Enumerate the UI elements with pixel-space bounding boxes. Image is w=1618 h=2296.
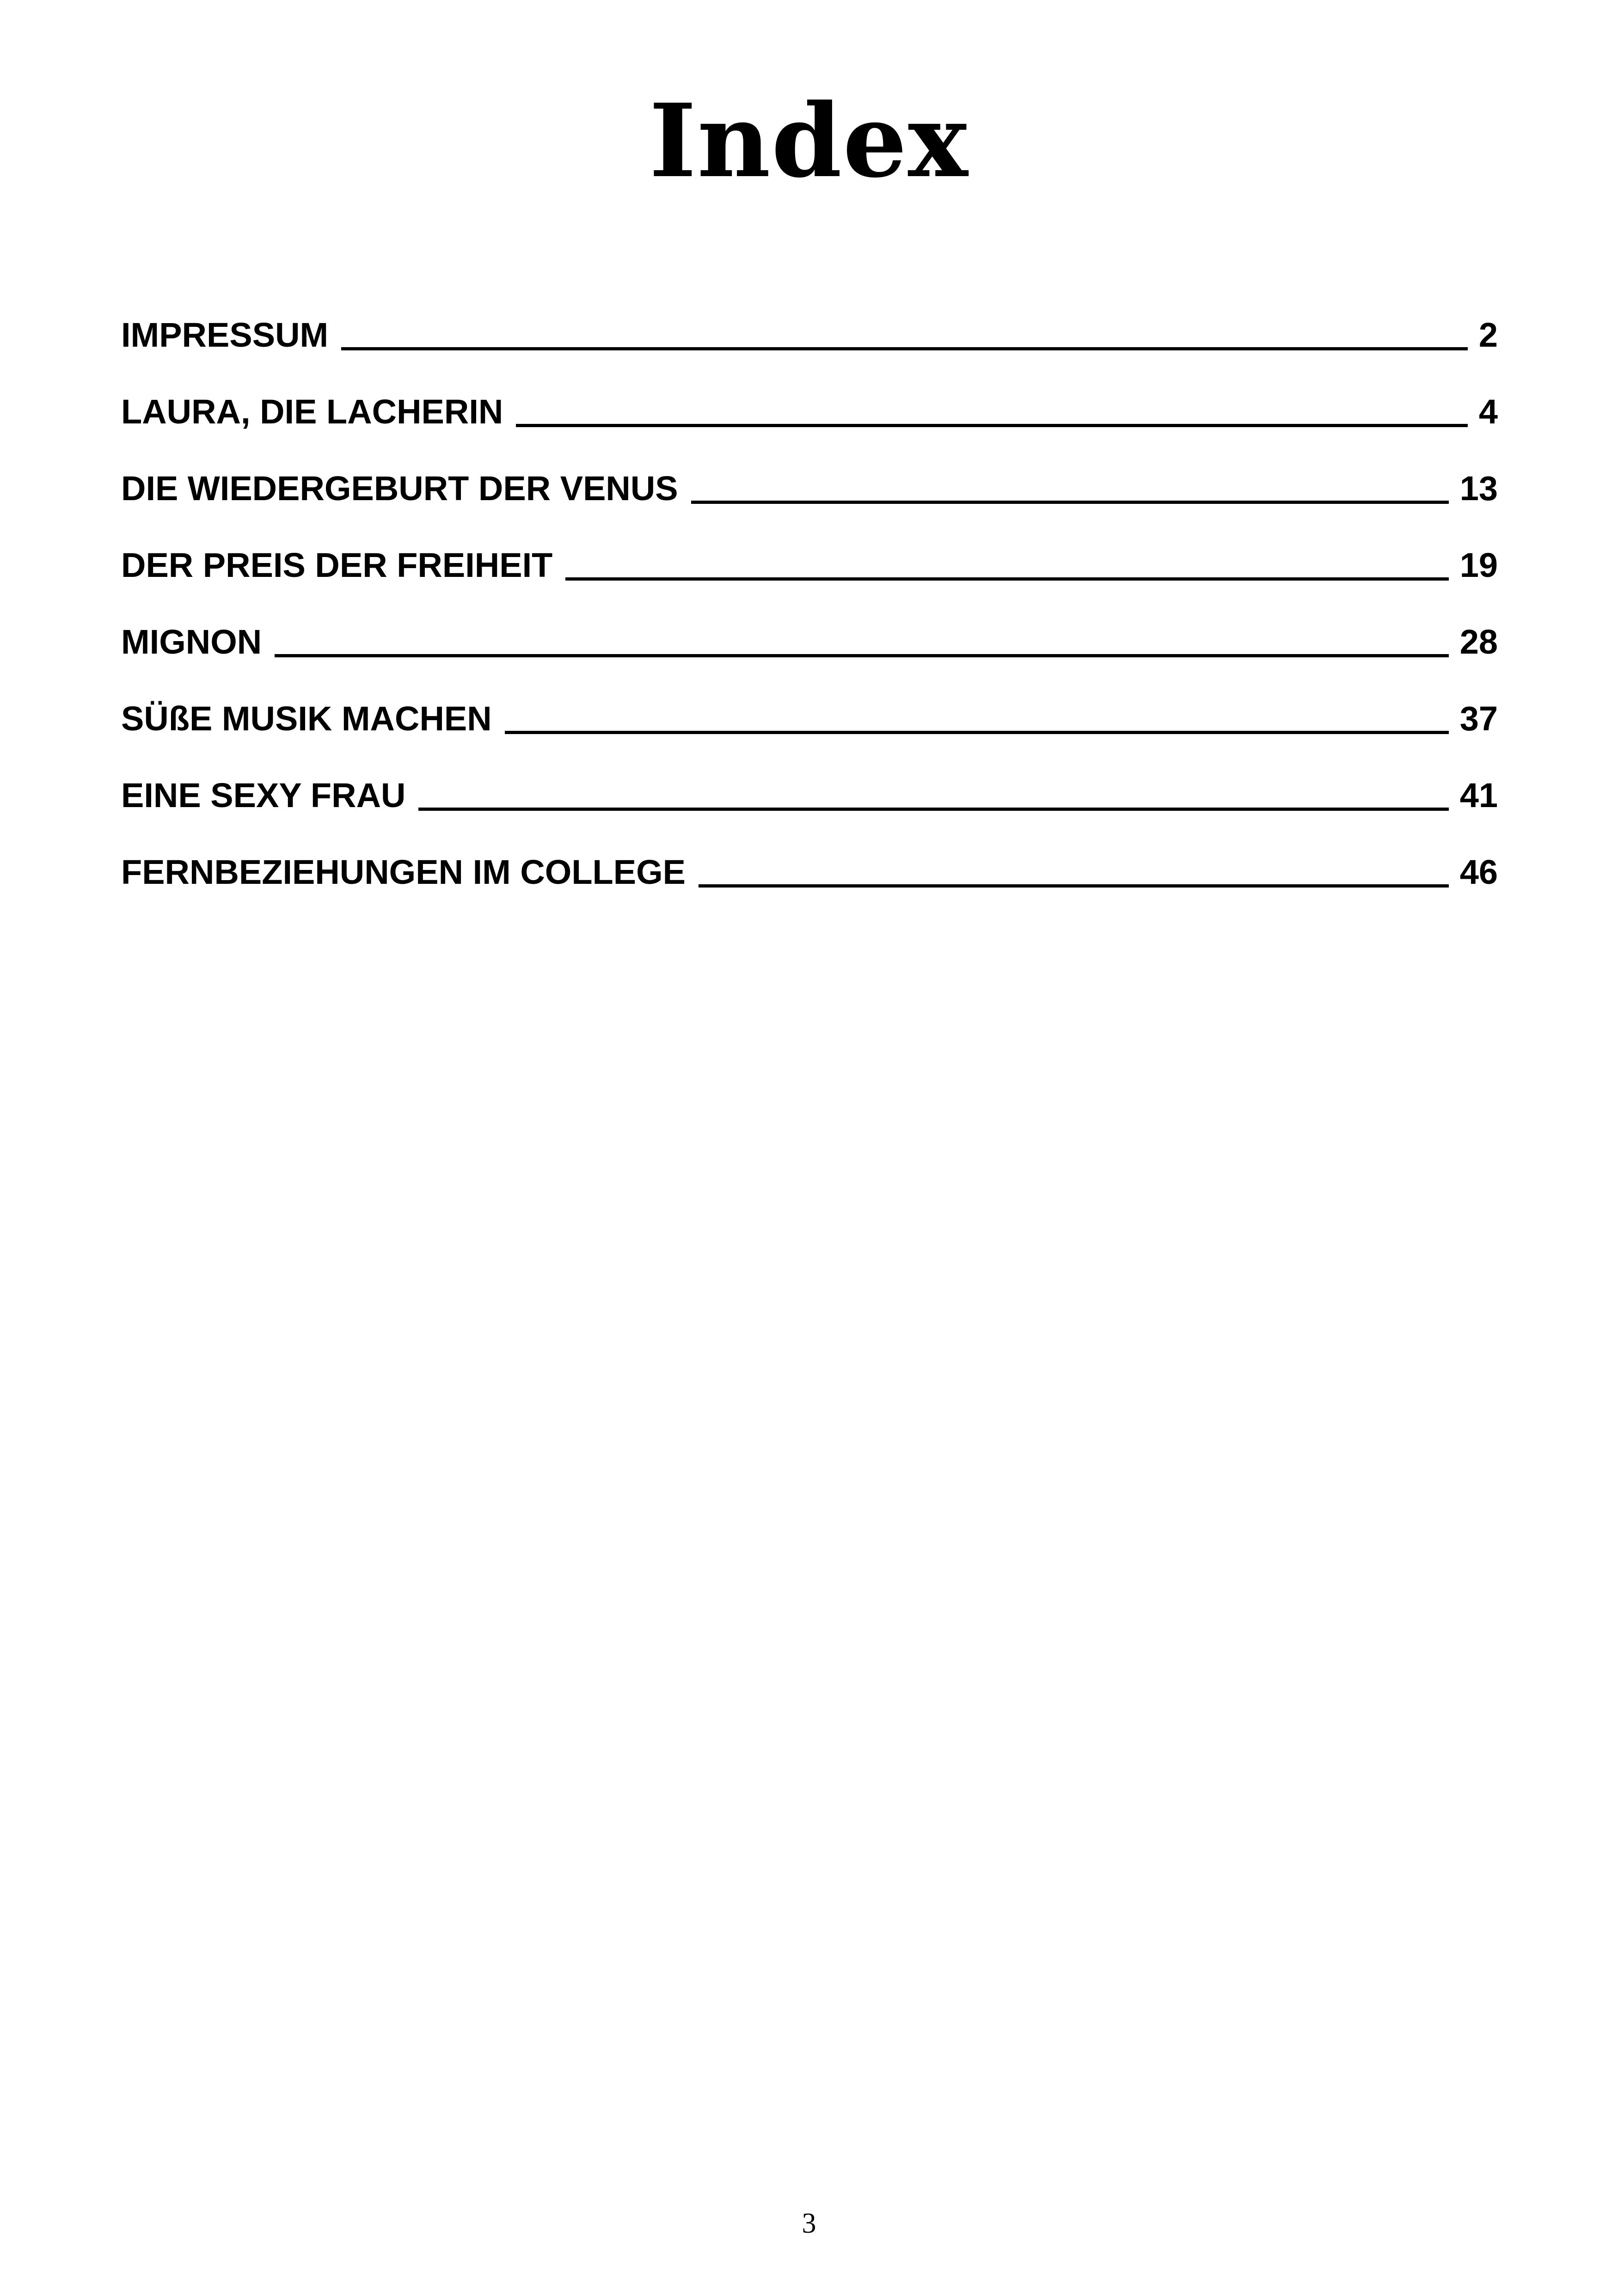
- toc-entry-label: SÜßE MUSIK MACHEN: [121, 699, 492, 738]
- toc-entry-sexy-frau[interactable]: [121, 772, 1498, 849]
- toc-leader-line: [505, 731, 1449, 734]
- toc-leader-line: [691, 501, 1449, 504]
- toc-leader-line: [565, 577, 1448, 581]
- toc-entry-label: IMPRESSUM: [121, 316, 329, 354]
- table-of-contents: [121, 312, 1498, 926]
- toc-entry-label: FERNBEZIEHUNGEN IM COLLEGE: [121, 853, 686, 891]
- toc-entry-page: 2: [1478, 316, 1498, 354]
- toc-entry-page: 19: [1459, 546, 1498, 584]
- toc-entry-label: DIE WIEDERGEBURT DER VENUS: [121, 469, 678, 508]
- page-title: Index: [649, 82, 969, 200]
- toc-entry-label: EINE SEXY FRAU: [121, 776, 406, 814]
- toc-entry-page: 37: [1459, 699, 1498, 738]
- toc-entry-musik[interactable]: [121, 696, 1498, 772]
- toc-entry-label: LAURA, DIE LACHERIN: [121, 392, 503, 431]
- toc-entry-label: DER PREIS DER FREIHEIT: [121, 546, 553, 584]
- toc-entry-college[interactable]: [121, 849, 1498, 926]
- toc-entry-page: 46: [1459, 853, 1498, 891]
- toc-entry-page: 13: [1459, 469, 1498, 508]
- page-number: 3: [802, 2208, 816, 2239]
- toc-entry-page: 28: [1459, 623, 1498, 661]
- toc-leader-line: [516, 424, 1468, 427]
- toc-leader-line: [699, 884, 1449, 888]
- toc-entry-impressum[interactable]: [121, 312, 1498, 389]
- toc-leader-line: [341, 347, 1468, 350]
- toc-entry-laura[interactable]: [121, 389, 1498, 465]
- toc-entry-mignon[interactable]: [121, 619, 1498, 696]
- toc-entry-page: 41: [1459, 776, 1498, 814]
- toc-leader-line: [418, 808, 1448, 811]
- toc-entry-freiheit[interactable]: [121, 542, 1498, 619]
- toc-entry-venus[interactable]: [121, 465, 1498, 542]
- toc-leader-line: [275, 654, 1448, 657]
- toc-entry-page: 4: [1478, 392, 1498, 431]
- toc-entry-label: MIGNON: [121, 623, 262, 661]
